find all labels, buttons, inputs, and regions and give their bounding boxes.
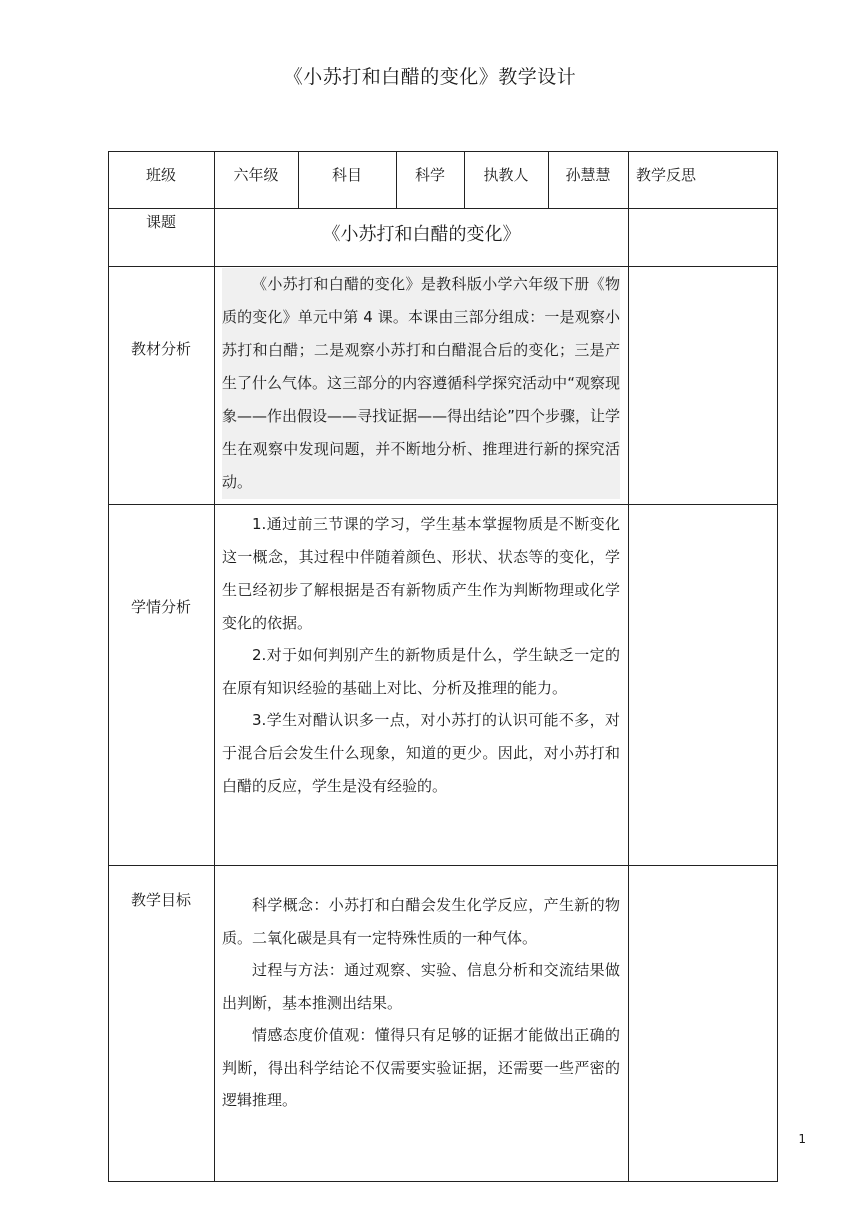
- class-value: 六年级: [233, 166, 279, 184]
- student-analysis-label: 学情分析: [130, 598, 191, 616]
- student-analysis-content: [222, 508, 620, 803]
- subject-label: 科目: [331, 166, 362, 184]
- student-analysis-paragraph-3: 3.学生对醋认识多一点，对小苏打的认识可能不多，对于混合后会发生什么现象，知道的更少。因此，对小苏打和白醋的反应，学生是没有经验的。: [222, 711, 620, 795]
- student-analysis-paragraph-2: 2.对于如何判别产生的新物质是什么，学生缺乏一定的在原有知识经验的基础上对比、分析及推理的能力。: [222, 646, 620, 697]
- textbook-analysis-content: [222, 268, 620, 499]
- textbook-analysis-paragraph: 《小苏打和白醋的变化》是教科版小学六年级下册《物质的变化》单元中第 4 课。本课由三部分组成：一是观察小苏打和白醋；二是观察小苏打和白醋混合后的变化；三是产生了什么气体。这三部分的内容遵循科学探究活动中“观察现象——作出假设——寻找证据——得出结论”四个步骤，让学生在观察中发现问题，并不断地分析、推理进行新的探究活动。: [222, 268, 620, 499]
- teaching-goals-content: [222, 889, 620, 1117]
- teaching-goals-paragraph-3: 情感态度价值观：懂得只有足够的证据才能做出正确的判断，得出科学结论不仅需要实验证据，还需要一些严密的逻辑推理。: [222, 1026, 620, 1109]
- page-number: 1: [798, 1132, 806, 1146]
- teaching-goals-paragraph-1: 科学概念：小苏打和白醋会发生化学反应，产生新的物质。二氧化碳是具有一定特殊性质的一种气体。: [222, 896, 620, 947]
- reflection-label: 教学反思: [636, 166, 697, 184]
- teaching-goals-label: 教学目标: [130, 891, 191, 909]
- document-title: 《小苏打和白醋的变化》教学设计: [283, 66, 577, 88]
- topic-label: 课题: [145, 213, 176, 231]
- teaching-goals-paragraph-2: 过程与方法：通过观察、实验、信息分析和交流结果做出判断，基本推测出结果。: [222, 961, 620, 1012]
- class-label: 班级: [145, 166, 176, 184]
- subject-value: 科学: [414, 166, 445, 184]
- teacher-label: 执教人: [483, 166, 529, 184]
- topic-value: 《小苏打和白醋的变化》: [322, 224, 521, 245]
- student-analysis-paragraph-1: 1.通过前三节课的学习，学生基本掌握物质是不断变化这一概念，其过程中伴随着颜色、形状、状态等的变化，学生已经初步了解根据是否有新物质产生作为判断物理或化学变化的依据。: [222, 515, 620, 632]
- textbook-analysis-label: 教材分析: [130, 340, 191, 358]
- teacher-value: 孙慧慧: [565, 166, 611, 184]
